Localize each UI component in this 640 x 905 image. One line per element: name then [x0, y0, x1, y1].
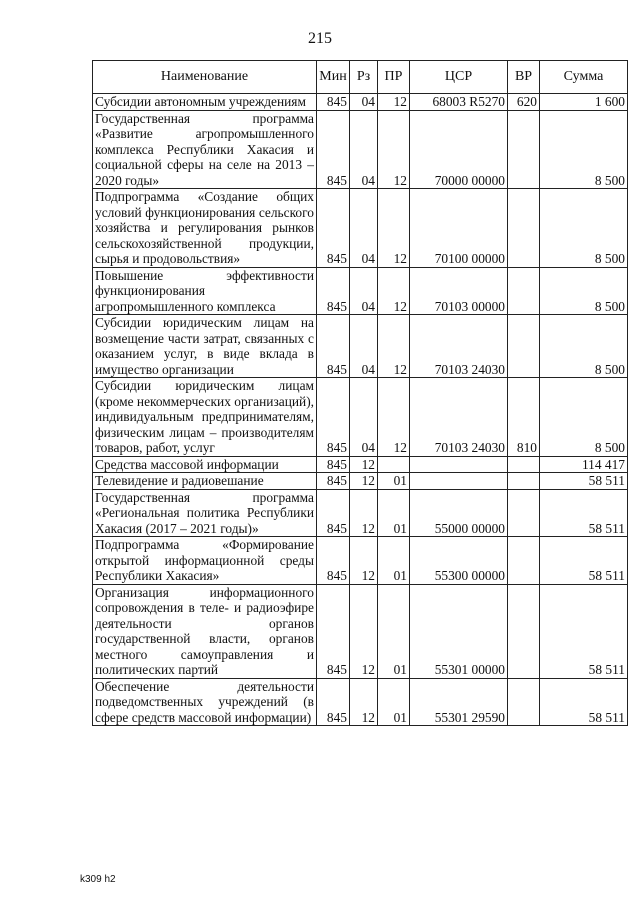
cell-sum: 1 600 [540, 94, 628, 111]
cell-vr [508, 537, 540, 585]
cell-rz: 04 [350, 267, 378, 315]
cell-rz: 04 [350, 189, 378, 268]
table-row [93, 267, 628, 315]
cell-vr: 810 [508, 378, 540, 457]
cell-name: Государственная программа «Развитие агропромышленного комплекса Республики Хакасия и социальной сферы на селе на 2013 – 2020 годы» [93, 110, 317, 189]
cell-min: 845 [317, 267, 350, 315]
table-row [93, 110, 628, 189]
cell-pr: 12 [378, 94, 410, 111]
cell-min: 845 [317, 94, 350, 111]
cell-name: Телевидение и радиовешание [93, 473, 317, 490]
cell-rz: 04 [350, 315, 378, 378]
cell-sum: 8 500 [540, 189, 628, 268]
cell-vr [508, 456, 540, 473]
cell-min: 845 [317, 678, 350, 726]
cell-vr: 620 [508, 94, 540, 111]
page-number: 215 [308, 30, 332, 47]
cell-min: 845 [317, 456, 350, 473]
cell-min: 845 [317, 378, 350, 457]
cell-name: Субсидии юридическим лицам на возмещение части затрат, связанных с оказанием услуг, в виде вклада в имущество организации [93, 315, 317, 378]
cell-rz: 12 [350, 456, 378, 473]
cell-name: Подпрограмма «Формирование открытой информационной среды Республики Хакасия» [93, 537, 317, 585]
cell-csr: 55300 00000 [410, 537, 508, 585]
cell-csr: 55301 00000 [410, 584, 508, 678]
cell-pr: 01 [378, 537, 410, 585]
cell-vr [508, 678, 540, 726]
cell-csr: 55301 29590 [410, 678, 508, 726]
cell-rz: 12 [350, 489, 378, 537]
cell-rz: 12 [350, 678, 378, 726]
cell-name: Организация информационного сопровождения в теле- и радиоэфире деятельности органов государственной власти, органов местного самоуправления и политических партий [93, 584, 317, 678]
cell-rz: 04 [350, 378, 378, 457]
table-row [93, 473, 628, 490]
cell-csr: 70000 00000 [410, 110, 508, 189]
cell-pr: 01 [378, 473, 410, 490]
cell-rz: 12 [350, 584, 378, 678]
table-row [93, 489, 628, 537]
cell-min: 845 [317, 537, 350, 585]
cell-vr [508, 489, 540, 537]
cell-csr: 70103 24030 [410, 315, 508, 378]
header-min: Мин [317, 61, 350, 94]
cell-rz: 04 [350, 110, 378, 189]
table-row [93, 584, 628, 678]
cell-name: Субсидии юридическим лицам (кроме некоммерческих организаций), индивидуальным предпринимателям, физическим лицам – производителям товаров, работ, услуг [93, 378, 317, 457]
cell-name: Средства массовой информации [93, 456, 317, 473]
header-rz: Рз [350, 61, 378, 94]
cell-sum: 8 500 [540, 110, 628, 189]
cell-name: Обеспечение деятельности подведомственных учреждений (в сфере средств массовой информации) [93, 678, 317, 726]
cell-csr: 68003 R5270 [410, 94, 508, 111]
cell-sum: 8 500 [540, 267, 628, 315]
table-row [93, 315, 628, 378]
table-body [93, 94, 628, 726]
cell-min: 845 [317, 489, 350, 537]
table-row [93, 537, 628, 585]
cell-csr: 70103 00000 [410, 267, 508, 315]
table-row [93, 678, 628, 726]
cell-sum: 58 511 [540, 584, 628, 678]
cell-min: 845 [317, 110, 350, 189]
cell-name: Субсидии автономным учреждениям [93, 94, 317, 111]
cell-pr: 01 [378, 584, 410, 678]
cell-sum: 58 511 [540, 678, 628, 726]
cell-pr: 12 [378, 378, 410, 457]
cell-min: 845 [317, 473, 350, 490]
cell-rz: 12 [350, 473, 378, 490]
header-sum: Сумма [540, 61, 628, 94]
cell-min: 845 [317, 584, 350, 678]
cell-pr: 01 [378, 489, 410, 537]
cell-sum: 58 511 [540, 537, 628, 585]
cell-rz: 12 [350, 537, 378, 585]
footer-code: k309 h2 [80, 874, 116, 885]
cell-vr [508, 584, 540, 678]
table-header-row [93, 61, 628, 94]
cell-pr: 12 [378, 189, 410, 268]
budget-table [92, 60, 628, 726]
cell-pr: 12 [378, 110, 410, 189]
cell-name: Подпрограмма «Создание общих условий функционирования сельского хозяйства и регулирования рынков сельскохозяйственной продукции, сырья и продовольствия» [93, 189, 317, 268]
cell-min: 845 [317, 189, 350, 268]
cell-rz: 04 [350, 94, 378, 111]
header-name: Наименование [93, 61, 317, 94]
cell-csr: 55000 00000 [410, 489, 508, 537]
header-csr: ЦСР [410, 61, 508, 94]
cell-vr [508, 473, 540, 490]
table-row [93, 456, 628, 473]
cell-sum: 114 417 [540, 456, 628, 473]
cell-vr [508, 110, 540, 189]
cell-name: Государственная программа «Региональная политика Республики Хакасия (2017 – 2021 годы)» [93, 489, 317, 537]
cell-sum: 58 511 [540, 473, 628, 490]
cell-pr: 12 [378, 315, 410, 378]
table-row [93, 94, 628, 111]
cell-pr: 01 [378, 678, 410, 726]
cell-csr [410, 456, 508, 473]
header-vr: ВР [508, 61, 540, 94]
table-row [93, 189, 628, 268]
cell-min: 845 [317, 315, 350, 378]
cell-csr [410, 473, 508, 490]
cell-sum: 58 511 [540, 489, 628, 537]
table-row [93, 378, 628, 457]
cell-sum: 8 500 [540, 378, 628, 457]
cell-pr: 12 [378, 267, 410, 315]
cell-vr [508, 267, 540, 315]
cell-sum: 8 500 [540, 315, 628, 378]
cell-vr [508, 315, 540, 378]
cell-csr: 70103 24030 [410, 378, 508, 457]
cell-pr [378, 456, 410, 473]
cell-csr: 70100 00000 [410, 189, 508, 268]
cell-name: Повышение эффективности функционирования агропромышленного комплекса [93, 267, 317, 315]
header-pr: ПР [378, 61, 410, 94]
cell-vr [508, 189, 540, 268]
